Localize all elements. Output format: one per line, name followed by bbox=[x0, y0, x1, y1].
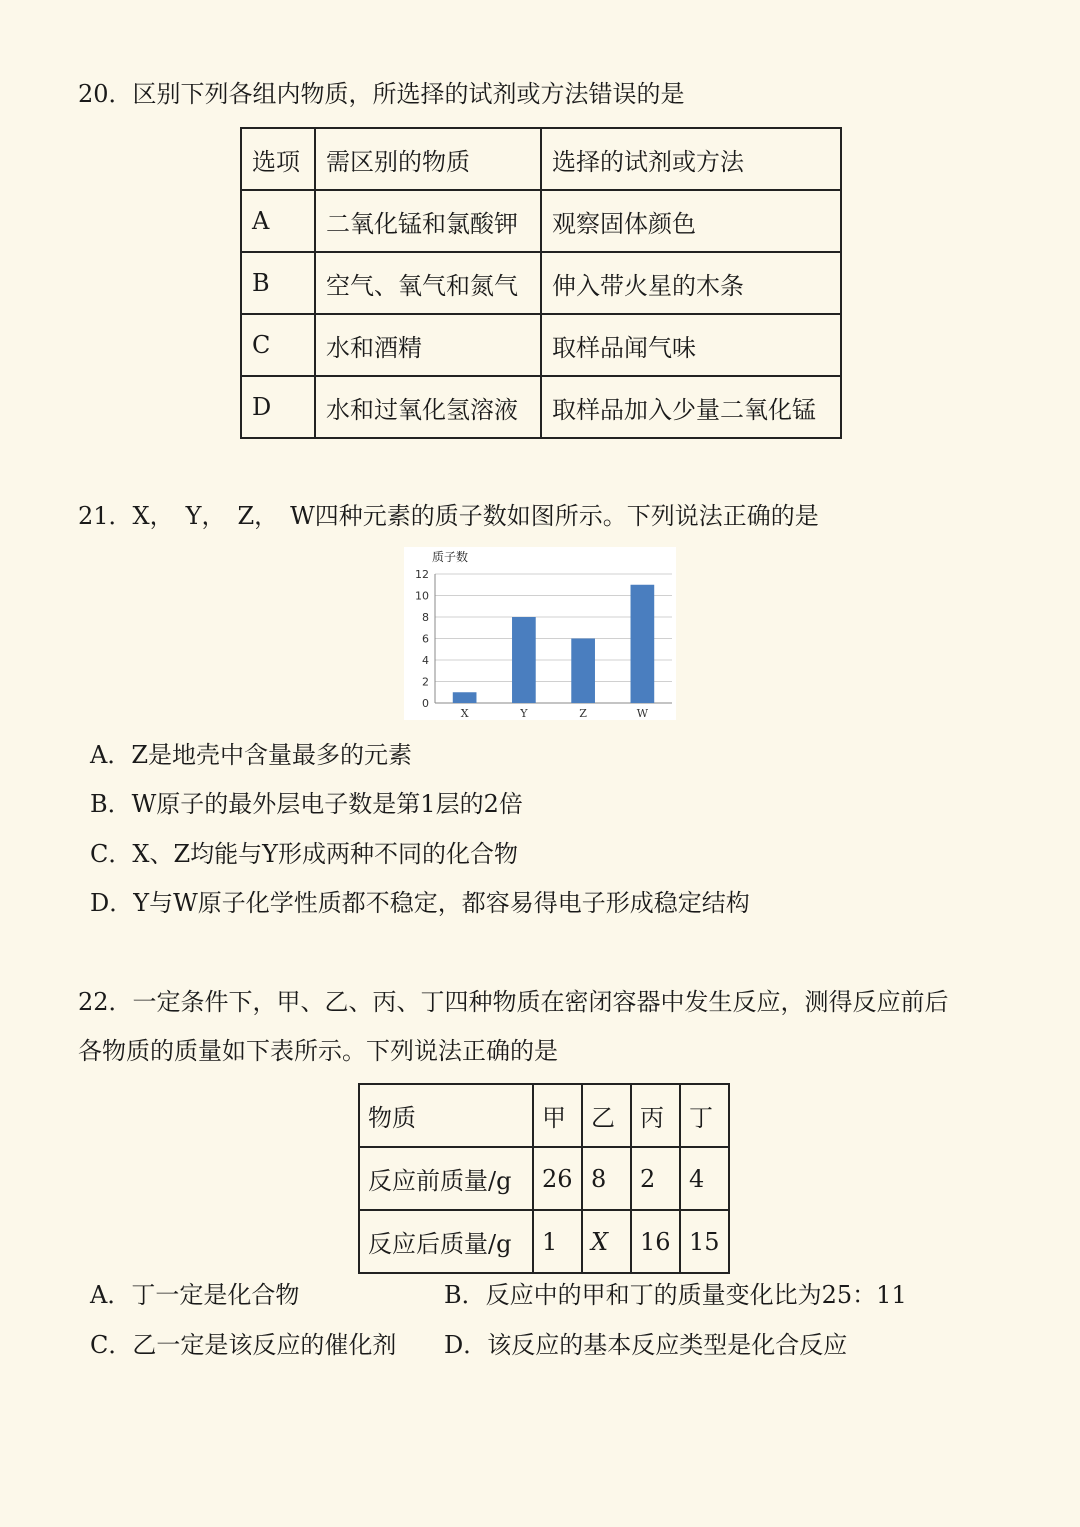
table-cell: 1 bbox=[533, 1210, 582, 1273]
x-tick-label: Y bbox=[520, 707, 528, 720]
q21-option-d: D．Y与W原子化学性质都不稳定，都容易得电子形成稳定结构 bbox=[90, 889, 750, 917]
q22-option-c: C．乙一定是该反应的催化剂 bbox=[90, 1331, 397, 1359]
y-tick-label: 6 bbox=[422, 632, 429, 646]
y-tick-label: 2 bbox=[422, 675, 429, 689]
header-cell: 选项 bbox=[241, 128, 315, 190]
q22-option-d: D．该反应的基本反应类型是化合反应 bbox=[444, 1331, 848, 1359]
table-cell: 取样品闻气味 bbox=[541, 314, 841, 376]
bar-z bbox=[571, 639, 595, 704]
bar-w bbox=[631, 585, 655, 703]
q21-stem: 21．X， Y， Z， W四种元素的质子数如图所示。下列说法正确的是 bbox=[78, 502, 819, 530]
table-row bbox=[241, 190, 841, 252]
header-cell: 甲 bbox=[533, 1084, 582, 1147]
x-tick-label: X bbox=[460, 707, 469, 720]
bar-y bbox=[512, 617, 536, 703]
y-tick-label: 12 bbox=[415, 568, 429, 581]
y-tick-label: 10 bbox=[415, 589, 429, 603]
chart-ylabel: 质子数 bbox=[432, 550, 469, 564]
q22-table bbox=[358, 1083, 730, 1274]
table-row bbox=[241, 252, 841, 314]
table-cell: 26 bbox=[533, 1147, 582, 1210]
header-cell: 物质 bbox=[359, 1084, 533, 1147]
table-cell: 15 bbox=[680, 1210, 729, 1273]
table-header-row bbox=[359, 1084, 729, 1147]
bar-x bbox=[453, 692, 477, 703]
table-cell: D bbox=[241, 376, 315, 438]
table-cell: C bbox=[241, 314, 315, 376]
y-tick-label: 8 bbox=[422, 611, 429, 624]
table-cell: A bbox=[241, 190, 315, 252]
header-cell: 选择的试剂或方法 bbox=[541, 128, 841, 190]
table-cell: 水和酒精 bbox=[315, 314, 541, 376]
table-cell: B bbox=[241, 252, 315, 314]
q21-option-b: B．W原子的最外层电子数是第1层的2倍 bbox=[90, 790, 523, 818]
header-cell: 需区别的物质 bbox=[315, 128, 541, 190]
q22-stem-line1: 22．一定条件下，甲、乙、丙、丁四种物质在密闭容器中发生反应，测得反应前后 bbox=[78, 988, 949, 1016]
header-cell: 乙 bbox=[582, 1084, 631, 1147]
table-cell: 16 bbox=[631, 1210, 680, 1273]
table-row bbox=[359, 1210, 729, 1273]
table-cell: 反应后质量/g bbox=[359, 1210, 533, 1273]
y-tick-label: 4 bbox=[422, 654, 429, 667]
table-cell: 空气、氧气和氮气 bbox=[315, 252, 541, 314]
table-row bbox=[241, 314, 841, 376]
q21-option-c: C．X、Z均能与Y形成两种不同的化合物 bbox=[90, 840, 518, 868]
proton-number-chart bbox=[404, 547, 676, 720]
table-cell: 水和过氧化氢溶液 bbox=[315, 376, 541, 438]
y-tick-label: 0 bbox=[422, 697, 429, 710]
table-cell: X bbox=[582, 1210, 631, 1273]
table-header-row bbox=[241, 128, 841, 190]
q20-stem: 20．区别下列各组内物质，所选择的试剂或方法错误的是 bbox=[78, 80, 685, 108]
table-cell: 伸入带火星的木条 bbox=[541, 252, 841, 314]
table-cell: 取样品加入少量二氧化锰 bbox=[541, 376, 841, 438]
table-row bbox=[241, 376, 841, 438]
table-cell: 2 bbox=[631, 1147, 680, 1210]
q22-option-b: B．反应中的甲和丁的质量变化比为25：11 bbox=[444, 1281, 907, 1309]
header-cell: 丙 bbox=[631, 1084, 680, 1147]
q22-stem-line2: 各物质的质量如下表所示。下列说法正确的是 bbox=[78, 1037, 558, 1065]
x-tick-label: Z bbox=[579, 707, 587, 720]
q21-option-a: A．Z是地壳中含量最多的元素 bbox=[90, 741, 413, 769]
x-tick-label: W bbox=[636, 707, 649, 720]
table-cell: 8 bbox=[582, 1147, 631, 1210]
q20-table bbox=[240, 127, 842, 439]
q22-option-a: A．丁一定是化合物 bbox=[90, 1281, 300, 1309]
table-cell: 反应前质量/g bbox=[359, 1147, 533, 1210]
table-row bbox=[359, 1147, 729, 1210]
table-cell: 二氧化锰和氯酸钾 bbox=[315, 190, 541, 252]
table-cell: 观察固体颜色 bbox=[541, 190, 841, 252]
header-cell: 丁 bbox=[680, 1084, 729, 1147]
table-cell: 4 bbox=[680, 1147, 729, 1210]
